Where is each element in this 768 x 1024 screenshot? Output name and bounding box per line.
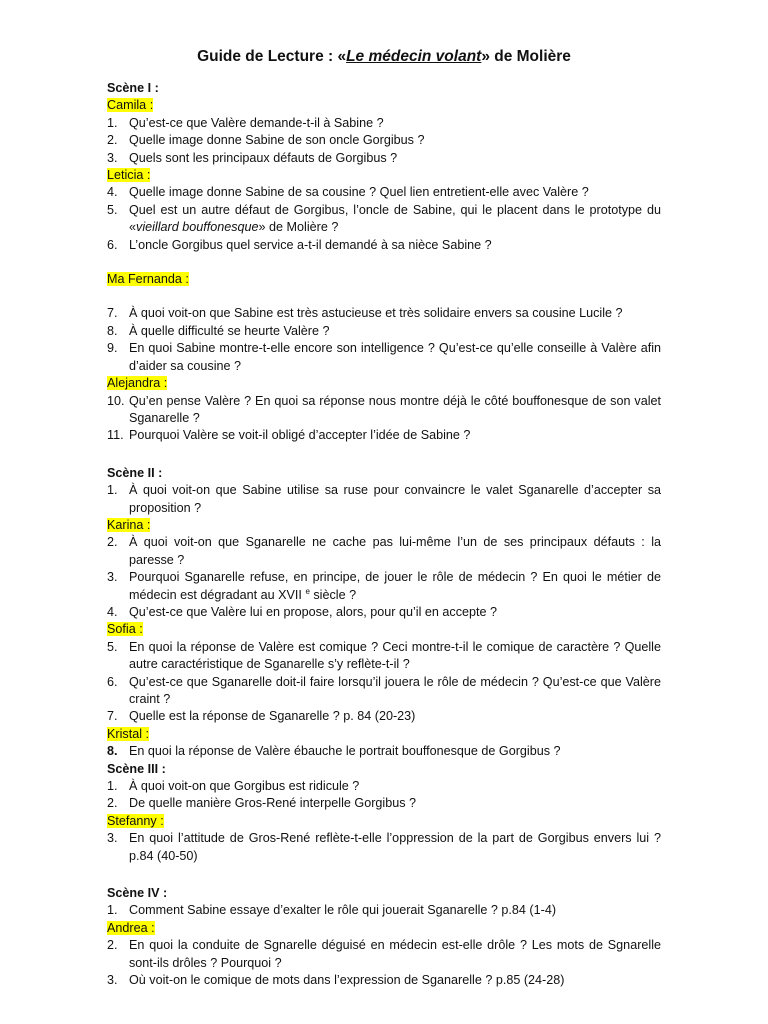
question-item: 2. Quelle image donne Sabine de son oncle Gorgibus ? xyxy=(107,133,425,148)
question-item: 7. Quelle est la réponse de Sganarelle ? p. 84 (20-23) xyxy=(107,709,416,724)
question-item: 1. À quoi voit-on que Sabine utilise sa ruse pour convaincre le valet Sganarelle d’accepter sa proposition ? xyxy=(107,483,661,515)
student-label: Karina : xyxy=(107,517,151,532)
question-list xyxy=(107,115,661,167)
question-list xyxy=(107,184,661,254)
question-list xyxy=(107,778,661,813)
student-label: Sofia : xyxy=(107,622,143,637)
question-item: 2. À quoi voit-on que Sganarelle ne cache pas lui-même l’un de ses principaux défauts : la paresse ? xyxy=(107,535,661,567)
scene-heading: Scène IV : xyxy=(107,886,168,901)
question-item: 3. Pourquoi Sganarelle refuse, en principe, de jouer le rôle de médecin ? En quoi le métier de médecin est dégradant au XVII $^e$ siècle ? xyxy=(107,570,661,602)
question-list xyxy=(107,305,661,375)
question-item: 9. En quoi Sabine montre-t-elle encore son intelligence ? Qu’est-ce qu’elle conseille à Valère afin d’aider sa cousine ? xyxy=(107,341,661,373)
question-item: 7. À quoi voit-on que Sabine est très astucieuse et très solidaire envers sa cousine Lucile ? xyxy=(107,306,623,321)
question-list xyxy=(107,482,661,517)
student-label: Stefanny : xyxy=(107,813,164,828)
question-item: 5. En quoi la réponse de Valère est comique ? Ceci montre-t-il le comique de caractère ? Quelle autre caractéristique de Sganarelle s’y reflète-t-il ? xyxy=(107,639,661,672)
question-list xyxy=(107,639,661,726)
question-item: 5. Quel est un autre défaut de Gorgibus, l’oncle de Sabine, qui le placent dans le prototype du «vieillard bouffonesque» de Molière ? xyxy=(107,202,661,235)
student-label: Ma Fernanda : xyxy=(107,272,189,287)
question-list xyxy=(107,902,661,919)
question-item: 2. En quoi la conduite de Sgnarelle déguisé en médecin est-elle drôle ? Les mots de Sgnarelle sont-ils drôles ? Pourquoi ? xyxy=(107,938,661,970)
question-item: 8. En quoi la réponse de Valère ébauche le portrait bouffonesque de Gorgibus ? xyxy=(107,744,561,759)
page-title: Guide de Lecture : «Le médecin volant» de Molière xyxy=(197,48,571,65)
question-item: 4. Quelle image donne Sabine de sa cousine ? Quel lien entretient-elle avec Valère ? xyxy=(107,185,589,200)
question-list xyxy=(107,393,661,445)
student-label: Leticia : xyxy=(107,168,151,183)
question-item: 11. Pourquoi Valère se voit-il obligé d’accepter l’idée de Sabine ? xyxy=(107,428,471,443)
student-label: Andrea : xyxy=(107,920,155,935)
student-label: Kristal : xyxy=(107,726,149,741)
student-label: Alejandra : xyxy=(107,376,168,391)
question-list xyxy=(107,830,661,865)
question-item: 6. Qu’est-ce que Sganarelle doit-il faire lorsqu’il jouera le rôle de médecin ? Qu’est-ce que Valère craint ? xyxy=(107,674,661,706)
question-item: 1. Qu’est-ce que Valère demande-t-il à Sabine ? xyxy=(107,115,384,130)
question-item: 3. Quels sont les principaux défauts de Gorgibus ? xyxy=(107,150,398,165)
document-body xyxy=(107,80,661,990)
question-item: 2. De quelle manière Gros-René interpelle Gorgibus ? xyxy=(107,796,417,811)
question-item: 6. L’oncle Gorgibus quel service a-t-il demandé à sa nièce Sabine ? xyxy=(107,237,492,252)
question-list xyxy=(107,937,661,989)
question-list xyxy=(107,743,661,760)
scene-heading: Scène II : xyxy=(107,465,163,480)
title-work: Le médecin volant xyxy=(346,48,482,65)
question-item: 1. Comment Sabine essaye d’exalter le rôle qui jouerait Sganarelle ? p.84 (1-4) xyxy=(107,903,557,918)
question-item: 8. À quelle difficulté se heurte Valère ? xyxy=(107,323,330,338)
question-item: 1. À quoi voit-on que Gorgibus est ridicule ? xyxy=(107,779,360,794)
question-item: 3. Où voit-on le comique de mots dans l’expression de Sganarelle ? p.85 (24-28) xyxy=(107,973,565,988)
question-item: 4. Qu’est-ce que Valère lui en propose, alors, pour qu’il en accepte ? xyxy=(107,604,498,619)
scene-heading: Scène I : xyxy=(107,81,159,95)
student-label: Camila : xyxy=(107,98,154,113)
question-list xyxy=(107,534,661,621)
scene-heading: Scène III : xyxy=(107,761,166,776)
question-item: 10. Qu’en pense Valère ? En quoi sa réponse nous montre déjà le côté bouffonesque de son valet Sganarelle ? xyxy=(107,393,661,425)
question-item: 3. En quoi l’attitude de Gros-René reflète-t-elle l’oppression de la part de Gorgibus envers lui ? p.84 (40-50) xyxy=(107,831,661,863)
